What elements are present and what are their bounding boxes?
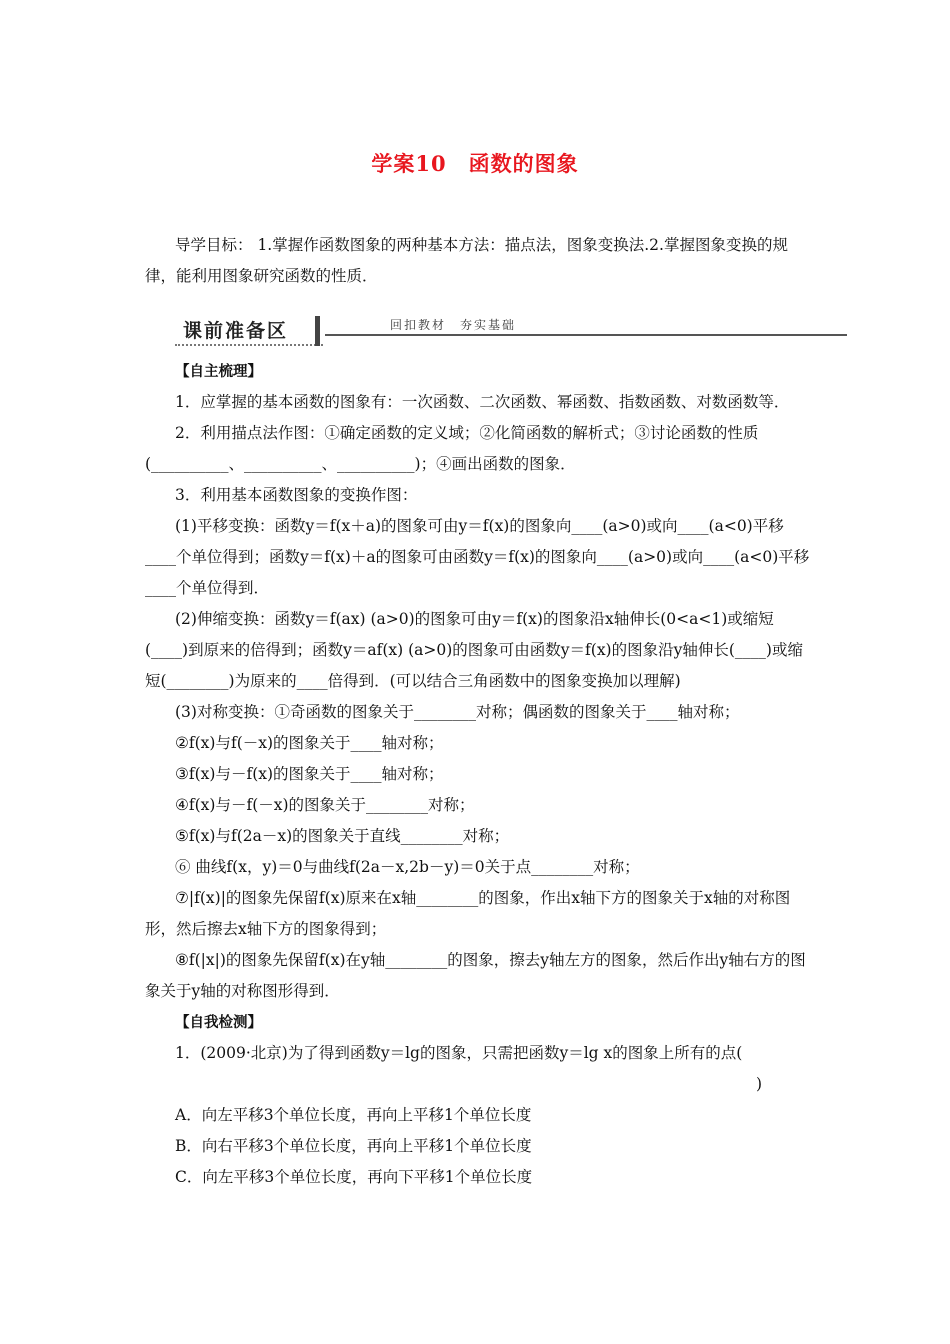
question-1-paren: ): [755, 1075, 762, 1093]
option-b: B．向右平移3个单位长度，再向上平移1个单位长度: [175, 1137, 532, 1155]
section-heading-review: 【自主梳理】: [175, 363, 262, 380]
option-c: C．向左平移3个单位长度，再向下平移1个单位长度: [175, 1168, 533, 1186]
review-symmetry-8: ⑧f(|x|)的图象先保留f(x)在y轴________的图象，擦去y轴左方的图象，然后作出y轴右方的图象关于y轴的对称图形得到．: [145, 951, 806, 1000]
review-symmetry-7: ⑦|f(x)|的图象先保留f(x)原来在x轴________的图象，作出x轴下方的图象关于x轴的对称图形，然后擦去x轴下方的图象得到；: [145, 889, 791, 938]
page-title: [0, 148, 950, 178]
banner-title: 课前准备区: [175, 316, 323, 346]
review-symmetry: (3)对称变换：①奇函数的图象关于________对称；偶函数的图象关于____轴对称；: [175, 703, 740, 721]
review-symmetry-6: ⑥ 曲线f(x，y)＝0与曲线f(2a－x,2b－y)＝0关于点________对称；: [175, 858, 640, 876]
banner-bar: [315, 316, 320, 346]
review-item-1: 1．应掌握的基本函数的图象有：一次函数、二次函数、幂函数、指数函数、对数函数等．: [175, 393, 790, 411]
review-scaling: (2)伸缩变换：函数y＝f(ax) (a>0)的图象可由y＝f(x)的图象沿x轴伸长(0<a<1)或缩短(____)到原来的倍得到；函数y＝af(x) (a>0)的图象可由函数y＝f(x)的图象沿y轴伸长(____)或缩短(________)为原来的____倍得到．(可以结合三角函数中的图象变换加以理解): [145, 610, 803, 690]
banner-subtitle: 回扣教材 夯实基础: [390, 318, 517, 332]
review-symmetry-2: ②f(x)与f(－x)的图象关于____轴对称；: [175, 734, 444, 752]
objective-block: [145, 230, 810, 292]
review-item-2: 2．利用描点法作图：①确定函数的定义域；②化简函数的解析式；③讨论函数的性质(__________、__________、__________)；④画出函数的图象．: [145, 424, 759, 473]
objective-label: 导学目标：: [175, 236, 253, 254]
objective-text: 1.掌握作函数图象的两种基本方法：描点法，图象变换法.2.掌握图象变换的规律，能利用图象研究函数的性质．: [145, 236, 788, 285]
objective-paragraph: [145, 230, 810, 292]
section-banner: [175, 314, 847, 348]
banner-rule: [325, 334, 847, 336]
self-review-section: [145, 356, 810, 1193]
review-item-3: 3．利用基本函数图象的变换作图：: [175, 486, 418, 504]
title-prefix: 学案10: [371, 151, 447, 176]
review-translation: (1)平移变换：函数y＝f(x＋a)的图象可由y＝f(x)的图象向____(a>0)或向____(a<0)平移____个单位得到；函数y＝f(x)＋a的图象可由函数y＝f(x)的图象向____(a>0)或向____(a<0)平移____个单位得到．: [145, 517, 810, 597]
question-1: [145, 1038, 810, 1069]
question-1-text: 1．(2009·北京)为了得到函数y＝lg的图象，只需把函数y＝lg x的图象上所有的点(: [175, 1044, 743, 1062]
review-symmetry-4: ④f(x)与－f(－x)的图象关于________对称；: [175, 796, 475, 814]
section-heading-check: 【自我检测】: [175, 1014, 262, 1031]
review-symmetry-3: ③f(x)与－f(x)的图象关于____轴对称；: [175, 765, 444, 783]
title-main: 函数的图象: [468, 151, 579, 176]
review-symmetry-5: ⑤f(x)与f(2a－x)的图象关于直线________对称；: [175, 827, 510, 845]
option-a: A．向左平移3个单位长度，再向上平移1个单位长度: [175, 1106, 532, 1124]
